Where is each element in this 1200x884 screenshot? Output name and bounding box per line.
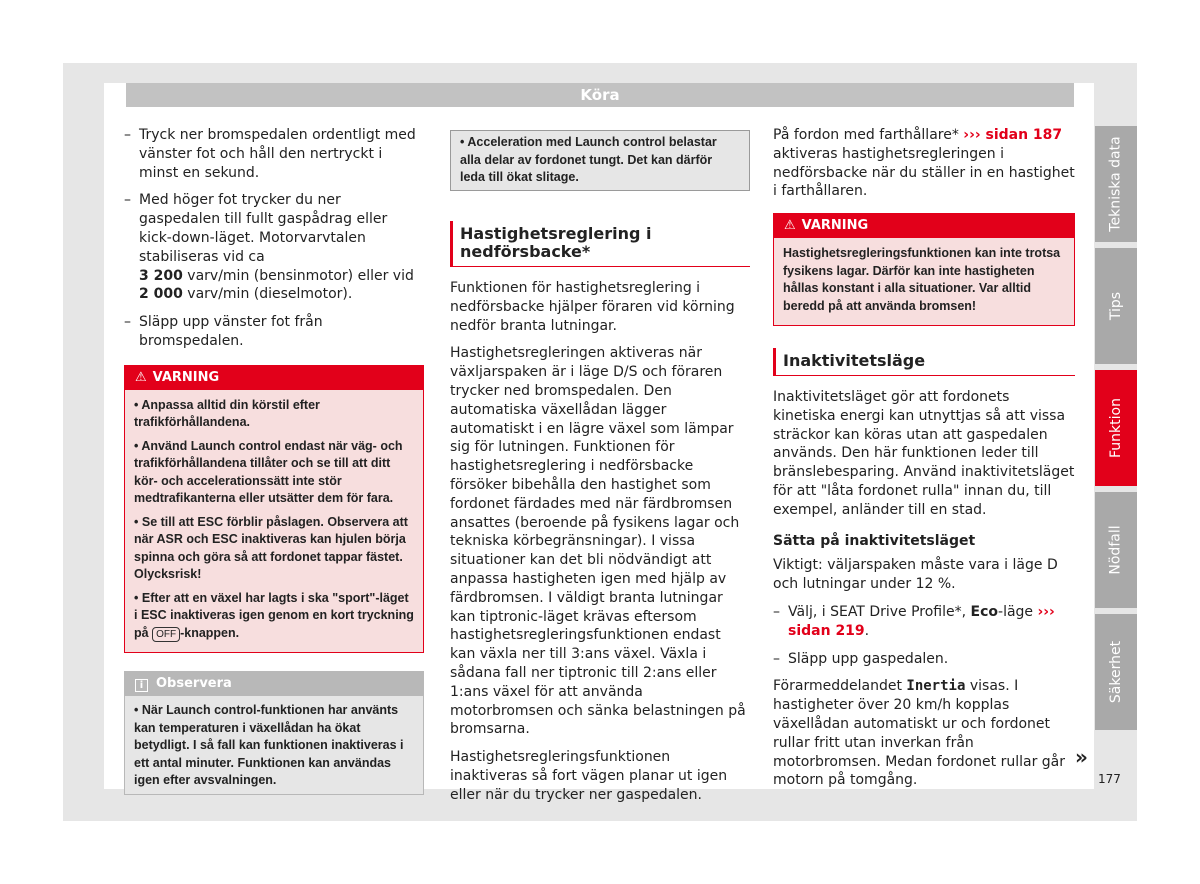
list-item: – Släpp upp vänster fot från bromspedalen. — [124, 313, 424, 351]
display-message: Inertia — [906, 678, 966, 695]
warning-item: • Anpassa alltid din körstil efter trafikförhållandena. — [134, 397, 320, 430]
list-item: – Välj, i SEAT Drive Profile*, Eco-läge ››› sidan 219. — [773, 603, 1075, 641]
list-item: – Tryck ner bromspedalen ordentligt med vänster fot och håll den nertryckt i minst en sekund. — [124, 126, 424, 182]
list-item: – Släpp upp gaspedalen. — [773, 650, 1075, 669]
warning-item: • Se till att ESC förblir påslagen. Observera att när ASR och ESC inaktiveras kan hjulen börja spinna och göra så att fordonet tappar fästet. Olycksrisk! — [134, 514, 408, 582]
step-text: Välj, i SEAT Drive Profile*, Eco-läge ››› sidan 219. — [788, 603, 1055, 639]
warning-header: ⚠ VARNING — [774, 214, 1074, 238]
step-text: Släpp upp vänster fot från bromspedalen. — [139, 314, 323, 349]
paragraph: Funktionen för hastighetsreglering i nedförsbacke hjälper föraren vid körning nedför branta lutningar. — [450, 280, 735, 334]
warning-header: ⚠ VARNING — [125, 366, 423, 390]
warning-triangle-icon: ⚠ — [135, 369, 147, 385]
section-heading: Hastighetsreglering i nedförsbacke* — [450, 221, 750, 268]
warning-box — [773, 213, 1075, 326]
paragraph: Hastighetsregleringsfunktionen inaktiveras så fort vägen planar ut igen eller när du trycker ner gaspedalen. — [450, 749, 728, 803]
warning-triangle-icon: ⚠ — [784, 218, 796, 234]
note-box — [124, 671, 424, 795]
esc-off-button-icon: OFF — [152, 627, 180, 642]
tab-tips[interactable]: Tips — [1095, 248, 1137, 364]
warning-item: • Använd Launch control endast när väg- och trafikförhållandena tillåter och se till att ditt kör- och accelerationssätt inte stör medtrafikanterna eller utsätter dem för fara. — [134, 438, 403, 506]
column-3 — [773, 126, 1075, 799]
paragraph: Inaktivitetsläget gör att fordonets kinetiska energi kan utnyttjas så att vissa sträckor kan köras utan att gaspedalen används. Den här funktionen leder till bränslebesparing. Använd inaktivitetsläget för att "låta fordonet rulla" innan du, till exempel, anländer till en stad. — [773, 388, 1075, 518]
warning-body — [125, 390, 423, 653]
column-1 — [124, 126, 424, 795]
warning-item: • Efter att en växel har lagts i ska "sport"-läget i ESC inaktiveras igen genom en kort tryckning på OFF -knappen. — [134, 590, 414, 640]
page-link[interactable]: ››› sidan 187 — [963, 127, 1063, 143]
section-heading: Inaktivitetsläge — [773, 348, 1075, 376]
caution-box: • Acceleration med Launch control belastar alla delar av fordonet tungt. Det kan därför leda till ökat slitage. — [450, 130, 750, 191]
page-link[interactable]: ››› sidan 219 — [788, 603, 1055, 639]
paragraph: Hastighetsregleringen aktiveras när växljarspaken är i läge D/S och föraren trycker ned bromspedalen. Den automatiska växellådan lägger automatiskt i en lägre växel som lämpar sig för lutningen. Funktionen för hastighetsreglering i nedförsbacke försöker bibehålla den hastighet som fordonet färdades med när färdbromsen ansattes (beroende på fysikens lagar och tekniska körbegränsningar). I vissa situationer kan det bli nödvändigt att anpassa hastigheten igen med hjälp av färdbromsen. I väldigt branta lutningar kan tiptronic-läget krävas eftersom hastighetsregleringsfunktionen endast kan växla ner till 3:ans växel. Växla i sådana fall ner tiptronic till 2:ans eller 1:ans växel för att använda motorbromsen och sänka belastningen på bromsarna. — [450, 345, 746, 738]
info-icon: i — [135, 679, 148, 692]
tab-tekniska-data[interactable]: Tekniska data — [1095, 126, 1137, 242]
tab-nodfall[interactable]: Nödfall — [1095, 492, 1137, 608]
paragraph: Förarmeddelandet Inertia visas. I hastigheter över 20 km/h kopplas växellådan automatiskt ur och fordonet rullar fritt utan inverkan från motorbromsen. Medan fordonet rullar går motorn på tomgång. — [773, 678, 1066, 789]
paragraph: På fordon med farthållare* ››› sidan 187 aktiveras hastighetsregleringen i nedförsbacke när du ställer in en hastighet i farthållaren. — [773, 127, 1075, 200]
step-text: Släpp upp gaspedalen. — [788, 650, 949, 667]
step-text: Med höger fot trycker du ner gaspedalen till fullt gaspådrag eller kick-down-läget. Motorvarvtalen stabiliseras vid ca 3 200 varv/min (bensinmotor) eller vid 2 000 varv/min (dieselmotor). — [139, 192, 414, 303]
page-number: 177 — [1098, 772, 1121, 786]
column-2 — [450, 130, 750, 814]
warning-body: Hastighetsregleringsfunktionen kan inte trotsa fysikens lagar. Därför kan inte hastigheten hållas konstant i alla situationer. Var alltid beredd på att använda bromsen! — [783, 246, 1061, 313]
note-body: • När Launch control-funktionen har använts kan temperaturen i växellådan ha ökat betydligt. I så fall kan funktionen inaktiveras i ett antal minuter. Funktionen kan användas igen efter avsvalningen. — [134, 703, 404, 788]
list-item: – Med höger fot trycker du ner gaspedalen till fullt gaspådrag eller kick-down-läget. Motorvarvtalen stabiliseras vid ca 3 200 varv/min (bensinmotor) eller vid 2 000 varv/min (dieselmotor). — [124, 191, 424, 304]
step-text: Tryck ner bromspedalen ordentligt med vänster fot och håll den nertryckt i minst en sekund. — [139, 127, 416, 181]
chapter-header: Köra — [126, 83, 1074, 107]
paragraph: Viktigt: väljarspaken måste vara i läge D och lutningar under 12 %. — [773, 557, 1058, 593]
warning-box — [124, 365, 424, 654]
note-header: i Observera — [125, 672, 423, 696]
tab-sakerhet[interactable]: Säkerhet — [1095, 614, 1137, 730]
continue-arrow-icon: » — [1075, 745, 1088, 769]
subheading: Sätta på inaktivitetsläget — [773, 532, 976, 549]
tab-funktion[interactable]: Funktion — [1095, 370, 1137, 486]
